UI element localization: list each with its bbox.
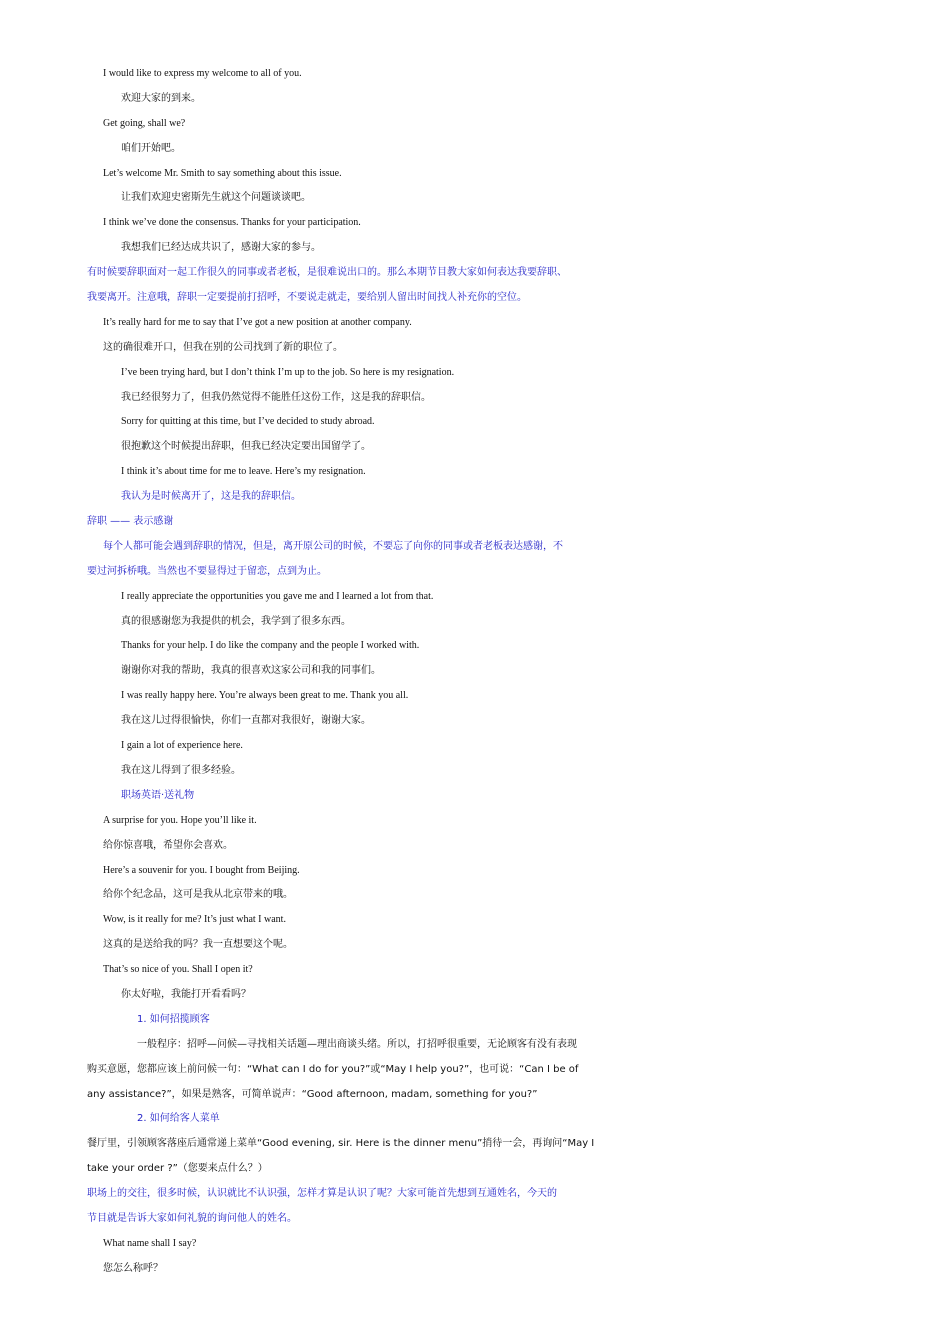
text-line: I think we’ve done the consensus. Thanks for your participation. — [103, 217, 361, 229]
text-line: 这真的是送给我的吗？我一直想要这个呢。 — [103, 939, 293, 951]
text-line: I’ve been trying hard, but I don’t think I’m up to the job. So here is my resignation. — [121, 366, 455, 378]
text-line: Sorry for quitting at this time, but I’ve decided to study abroad. — [121, 416, 375, 428]
text-line: any assistance?”，如果是熟客，可简单说声：“Good afternoon, madam, something for you?” — [87, 1088, 538, 1100]
text-line: take your order ?”（您要来点什么？） — [87, 1163, 268, 1175]
text-line: I think it’s about time for me to leave. Here’s my resignation. — [121, 466, 366, 478]
text-line: I really appreciate the opportunities you gave me and I learned a lot from that. — [121, 590, 434, 602]
text-line: 一般程序：招呼—问候—寻找相关话题—理出商谈头绪。所以，打招呼很重要，无论顾客有没有表现 — [137, 1038, 577, 1050]
document-page — [0, 62, 950, 1282]
text-line: 真的很感谢您为我提供的机会，我学到了很多东西。 — [121, 615, 351, 627]
highlighted-text-line: 职场英语·送礼物 — [121, 789, 195, 801]
text-line: 购买意愿，您都应该上前问候一句：“What can I do for you?”或“May I help you?”，也可说：“Can I be of — [87, 1063, 579, 1075]
highlighted-text-line: 我要离开。注意哦，辞职一定要提前打招呼，不要说走就走，要给别人留出时间找人补充你的空位。 — [87, 292, 527, 304]
text-line: 很抱歉这个时候提出辞职，但我已经决定要出国留学了。 — [121, 441, 371, 453]
highlighted-text-line: 职场上的交往，很多时候，认识就比不认识强，怎样才算是认识了呢？大家可能首先想到互通姓名，今天的 — [87, 1188, 557, 1200]
highlighted-text-line: 1. 如何招揽顾客 — [137, 1013, 210, 1025]
highlighted-text-line: 节目就是告诉大家如何礼貌的询问他人的姓名。 — [87, 1212, 297, 1224]
text-line: 我在这儿过得很愉快，你们一直都对我很好，谢谢大家。 — [121, 715, 371, 727]
highlighted-text-line: 每个人都可能会遇到辞职的情况，但是，离开原公司的时候，不要忘了向你的同事或者老板表达感谢，不 — [103, 540, 563, 552]
text-line: 你太好啦，我能打开看看吗？ — [121, 988, 251, 1000]
text-line: That’s so nice of you. Shall I open it? — [103, 964, 253, 976]
text-line: 我在这儿得到了很多经验。 — [121, 764, 241, 776]
text-line: 这的确很难开口，但我在别的公司找到了新的职位了。 — [103, 341, 343, 353]
text-line: 餐厅里，引领顾客落座后通常递上菜单“Good evening, sir. Here is the dinner menu”捎待一会，再询问“May I — [87, 1138, 595, 1150]
text-line: 我已经很努力了，但我仍然觉得不能胜任这份工作，这是我的辞职信。 — [121, 391, 431, 403]
text-line: 您怎么称呼？ — [103, 1262, 163, 1274]
text-line: 给你个纪念品，这可是我从北京带来的哦。 — [103, 889, 293, 901]
text-line: I would like to express my welcome to all of you. — [103, 68, 302, 79]
text-line: 谢谢你对我的帮助，我真的很喜欢这家公司和我的同事们。 — [121, 665, 381, 677]
text-line: I gain a lot of experience here. — [121, 740, 243, 752]
text-line: What name shall I say? — [103, 1237, 197, 1249]
text-line: 欢迎大家的到来。 — [121, 92, 201, 104]
text-line: Wow, is it really for me? It’s just what I want. — [103, 914, 286, 926]
text-line: 给你惊喜哦，希望你会喜欢。 — [103, 839, 233, 851]
text-line: Let’s welcome Mr. Smith to say something about this issue. — [103, 167, 342, 179]
text-line: It’s really hard for me to say that I’ve got a new position at another company. — [103, 316, 412, 328]
text-line: I was really happy here. You’re always been great to me. Thank you all. — [121, 690, 409, 702]
highlighted-text-line: 有时候要辞职面对一起工作很久的同事或者老板，是很难说出口的。那么本期节目教大家如何表达我要辞职、 — [87, 267, 567, 279]
text-line: Thanks for your help. I do like the company and the people I worked with. — [121, 640, 420, 652]
text-line: 我想我们已经达成共识了，感谢大家的参与。 — [121, 242, 321, 254]
text-line: A surprise for you. Hope you’ll like it. — [103, 814, 257, 826]
text-line: Here’s a souvenir for you. I bought from Beijing. — [103, 864, 300, 876]
highlighted-text-line: 辞职 —— 表示感谢 — [87, 516, 174, 528]
highlighted-text-line: 2. 如何给客人菜单 — [137, 1113, 220, 1125]
highlighted-text-line: 我认为是时候离开了，这是我的辞职信。 — [121, 491, 301, 503]
text-line: 咱们开始吧。 — [121, 142, 181, 154]
text-line: Get going, shall we? — [103, 117, 186, 129]
text-line: 让我们欢迎史密斯先生就这个问题谈谈吧。 — [121, 192, 311, 204]
highlighted-text-line: 要过河拆桥哦。当然也不要显得过于留恋，点到为止。 — [87, 565, 327, 577]
